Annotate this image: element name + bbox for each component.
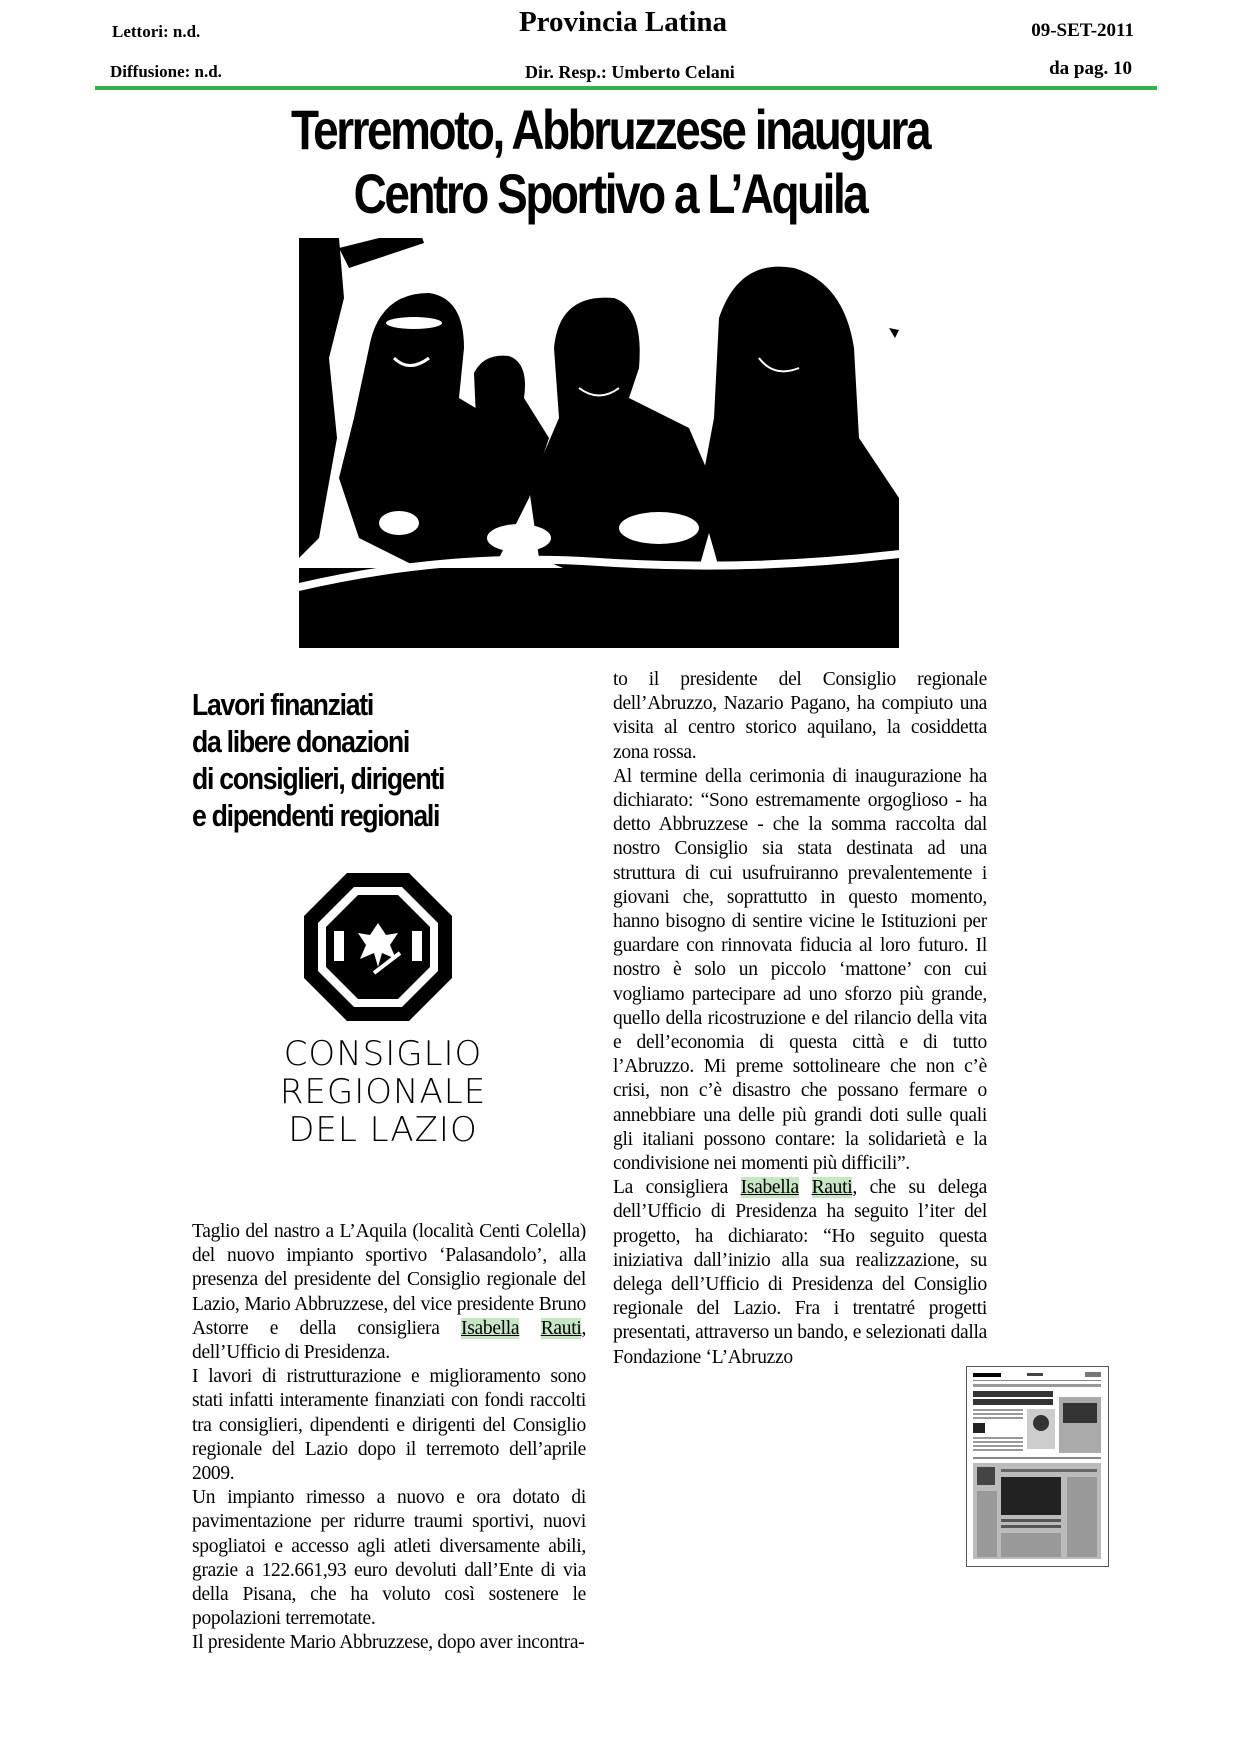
highlighted-name: Isabella (461, 1317, 520, 1339)
readers-label: Lettori: n.d. (112, 22, 201, 41)
article-subhead (192, 686, 502, 834)
headline-line-2: Centro Sportivo a L’Aquila (353, 162, 867, 225)
page-thumbnail (966, 1366, 1109, 1567)
body-paragraph: to il presidente del Consiglio regionale dell’Abruzzo, Nazario Pagano, ha compiuto una visita al centro storico aquilano, la cosiddetta zona rossa. (613, 669, 987, 763)
subhead-line: e dipendenti regionali (192, 798, 440, 833)
page-label: da pag. 10 (1049, 58, 1132, 79)
ribbon-cutting-photo (299, 238, 899, 648)
date-label: 09-SET-2011 (1031, 20, 1134, 41)
subhead-line: Lavori finanziati (192, 687, 374, 722)
body-paragraph: Il presidente Mario Abbruzzese, dopo aver incontra- (192, 1632, 585, 1654)
article-body-right (613, 668, 987, 1370)
body-paragraph: I lavori di ristrutturazione e miglioramento sono stati infatti interamente finanziati con fondi raccolti tra consiglieri, dipendenti e dirigenti del Consiglio regionale del Lazio dopo il terremoto dell’aprile 2009. (192, 1366, 586, 1485)
consiglio-regionale-logotype: CONSIGLIO REGIONALE DEL LAZIO (279, 1034, 487, 1150)
body-paragraph: Un impianto rimesso a nuovo e ora dotato di pavimentazione per ridurre traumi sportivi, nuovi spogliatoi e accesso agli atleti diversamente abili, grazie a 122.661,93 euro devoluti dall’Ente di via della Pisana, che ha voluto così sostenere le popolazioni terremotate. (192, 1487, 586, 1630)
body-paragraph: La consigliera Isabella Rauti, che su delega dell’Ufficio di Presidenza ha seguito l’iter del progetto, ha dichiarato: “Ho seguito questa iniziativa dall’inizio alla sua realizzazione, su delega dell’Ufficio di Presidenza del Consiglio regionale del Lazio. Fra i trentatré progetti presentati, attraverso un bando, e selezionati dalla Fondazione ‘L’Abruzzo (613, 1177, 987, 1368)
article-body-left (192, 1220, 586, 1656)
header-divider (95, 86, 1157, 90)
body-paragraph: Al termine della cerimonia di inaugurazione ha dichiarato: “Sono estremamente orgoglioso - ha detto Abbruzzese - che la somma raccolta dal nostro Consiglio sia stata destinata ad una struttura di cui usufruiranno prevalentemente i giovani che, soprattutto in questo momento, hanno bisogno di sentire vicine le Istituzioni per guardare con rinnovata fiducia al loro futuro. Il nostro è solo un piccolo ‘mattone’ con cui vogliamo partecipare ad uno sforzo più grande, quello della ricostruzione e del rilancio della vita e dell’economia di questa città e di tutto l’Abruzzo. Mi preme sottolineare che non c’è crisi, non c’è disastro che possano fermare o annebbiare una delle più grandi doti sulle quali gli italiani possono contare: la solidarietà e la condivisione nei momenti più difficili”. (613, 765, 987, 1175)
highlighted-name: Rauti (811, 1177, 853, 1199)
highlighted-name: Rauti (540, 1317, 582, 1339)
director-label: Dir. Resp.: Umberto Celani (525, 62, 735, 82)
consiglio-regionale-emblem (304, 873, 452, 1021)
article-headline (241, 98, 979, 226)
subhead-line: di consiglieri, dirigenti (192, 761, 445, 796)
subhead-line: da libere donazioni (192, 724, 409, 759)
circulation-label: Diffusione: n.d. (110, 62, 222, 81)
highlighted-name: Isabella (740, 1177, 799, 1199)
publication-title: Provincia Latina (518, 6, 728, 38)
headline-line-1: Terremoto, Abbruzzese inaugura (290, 98, 930, 161)
body-paragraph: Taglio del nastro a L’Aquila (località Centi Colella) del nuovo impianto sportivo ‘Palasandolo’, alla presenza del presidente del Consiglio regionale del Lazio, Mario Abbruzzese, del vice presidente Bruno Astorre e della consigliera Isabella Rauti, dell’Ufficio di Presidenza. (192, 1221, 587, 1364)
